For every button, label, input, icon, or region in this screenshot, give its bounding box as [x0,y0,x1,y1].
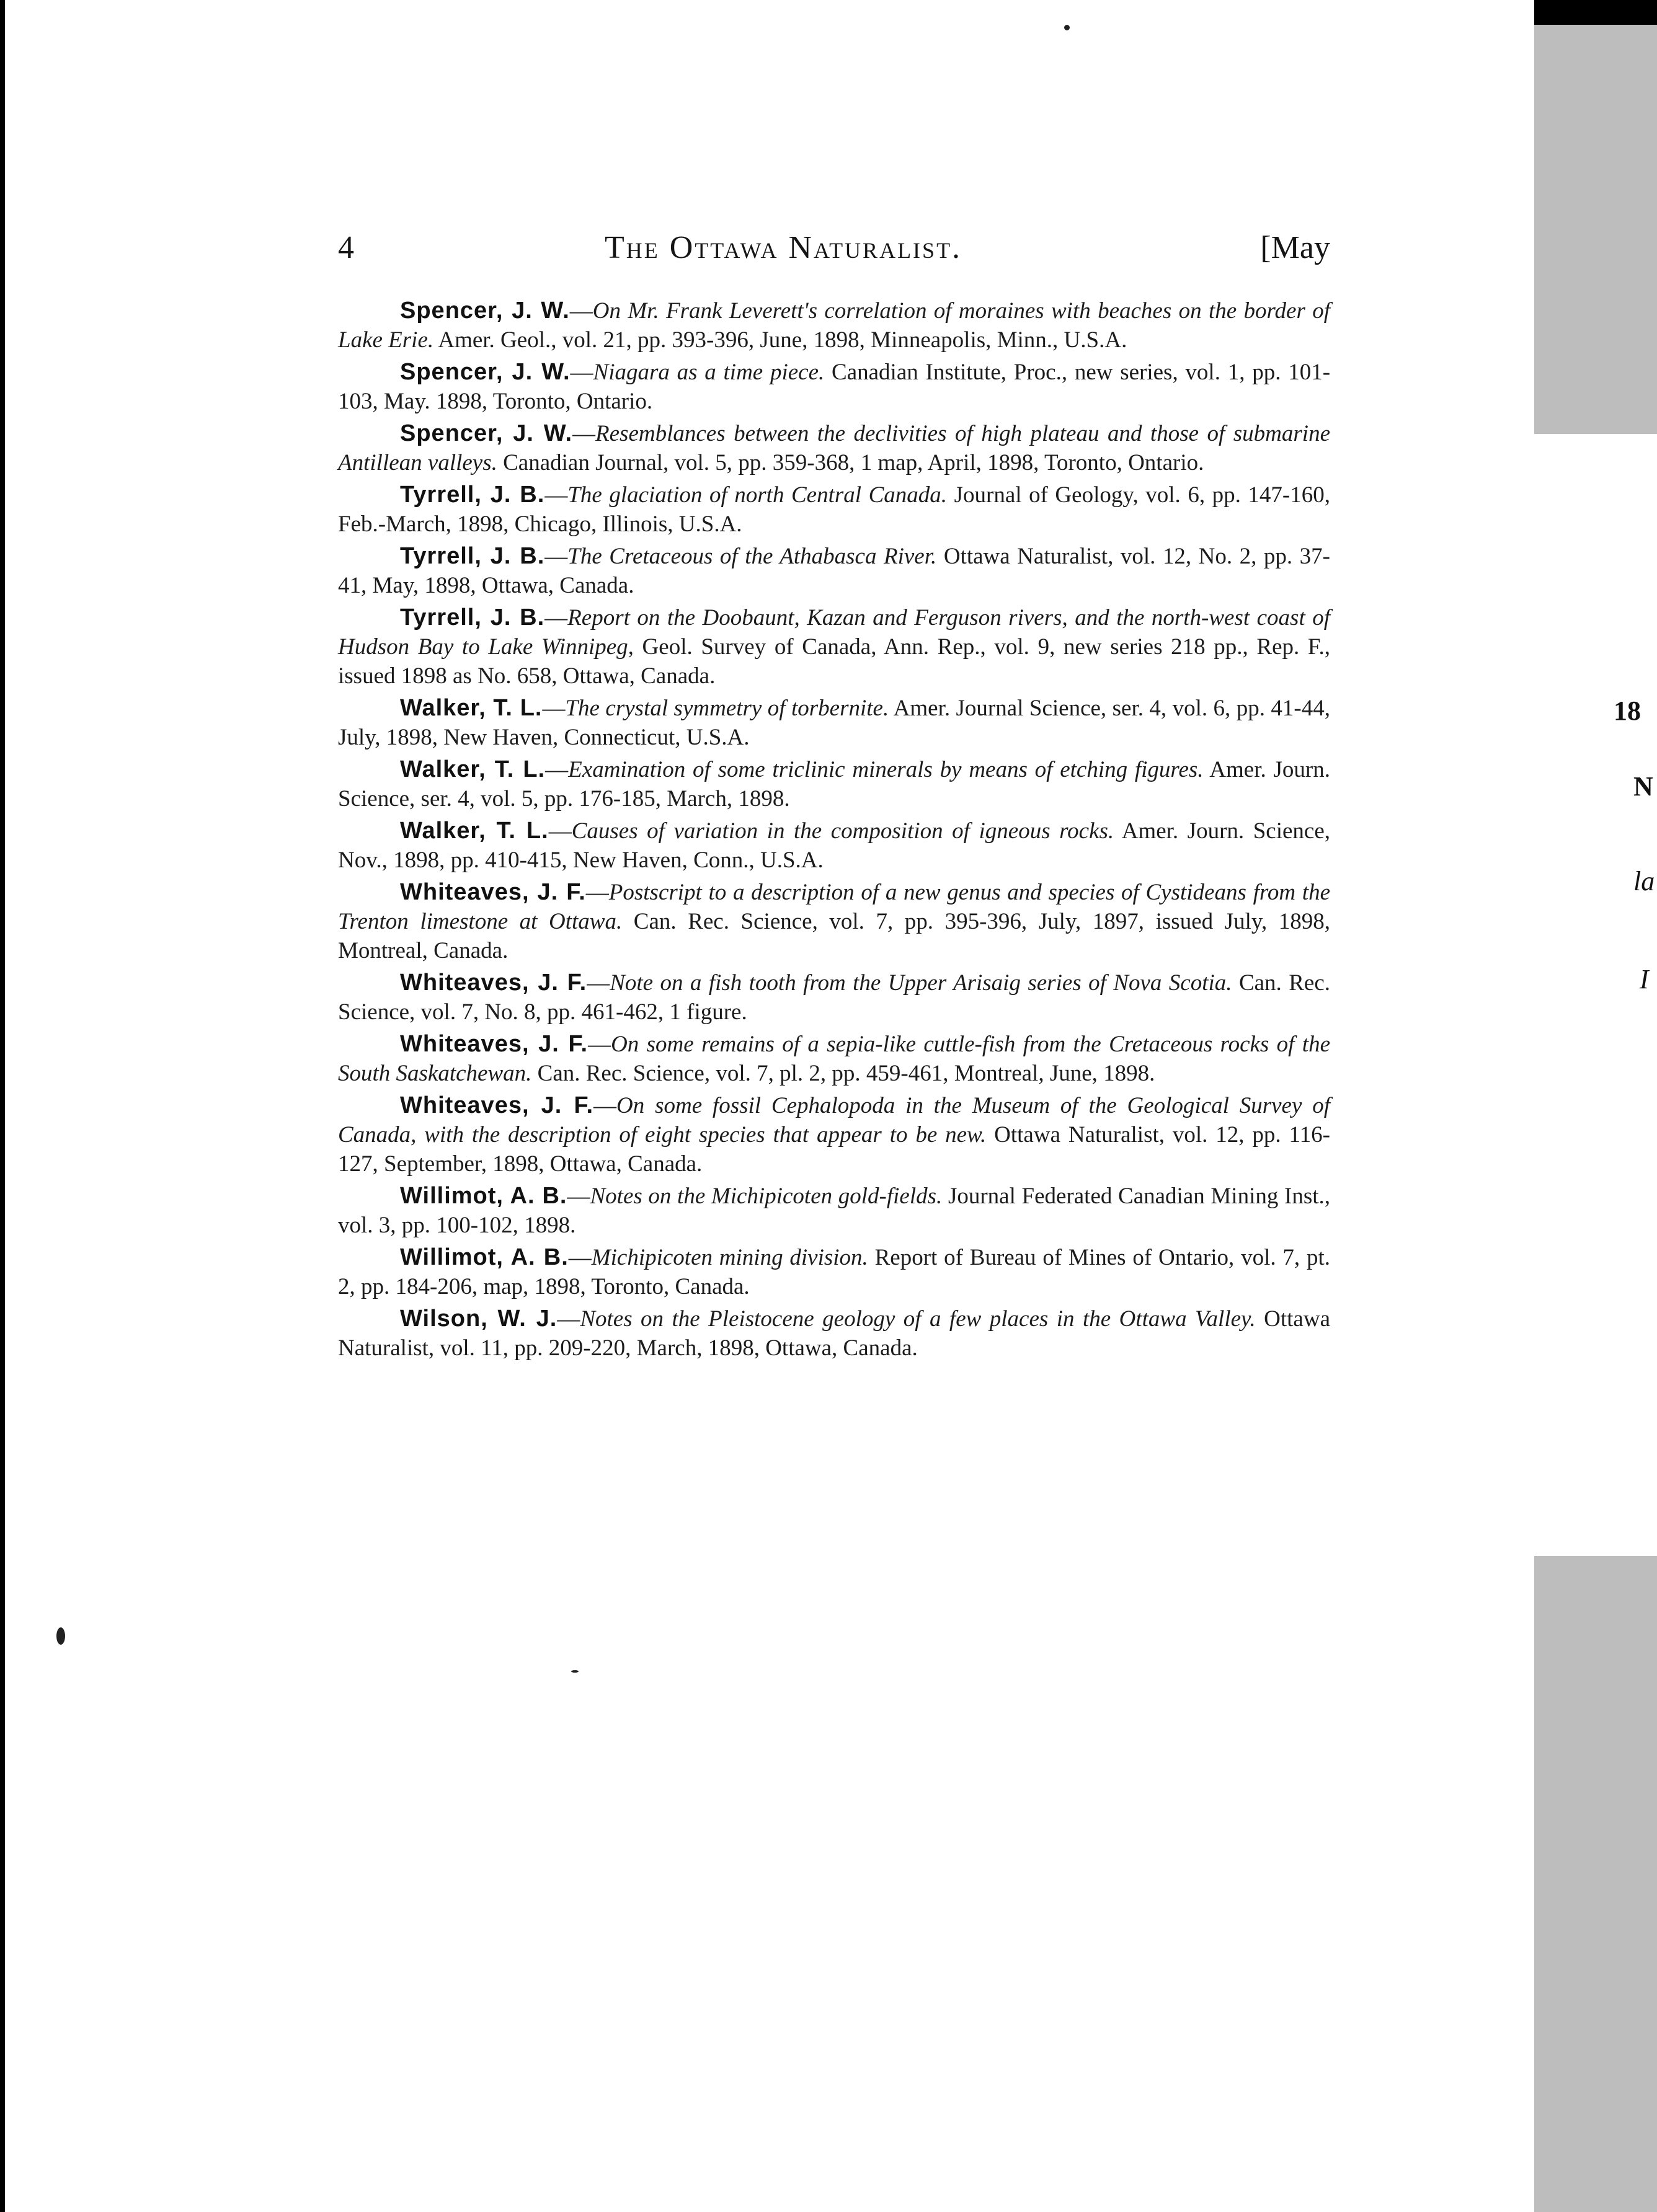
journal-title: The Ottawa Naturalist. [605,230,962,265]
bibliography-entry [338,296,1330,355]
entry-title: The crystal symmetry of torbernite. [565,696,889,721]
bibliography-entry [338,878,1330,965]
bibliography-entry [338,603,1330,691]
entry-title: On Mr. Frank Leverett's correlation of moraines with beaches on the border of Lake Erie. [338,298,1330,353]
entry-dash: — [572,421,596,446]
entry-dash: — [585,880,609,905]
entry-details: Can. Rec. Science, vol. 7, No. 8, pp. 461-462, 1 figure. [338,970,1330,1025]
entry-details: Ottawa Naturalist, vol. 11, pp. 209-220, March, 1898, Ottawa, Canada. [338,1306,1331,1361]
bibliography-entry [338,816,1330,875]
entry-details: Amer. Journ. Science, Nov., 1898, pp. 410-415, New Haven, Conn., U.S.A. [338,818,1330,873]
entry-title: Michipicoten mining division. [591,1245,868,1270]
entry-details: Amer. Journal Science, ser. 4, vol. 6, pp. 41-44, July, 1898, New Haven, Connecticut, U.S.A. [338,696,1331,750]
running-head [338,229,1330,270]
entry-details: Journal Federated Canadian Mining Inst., vol. 3, pp. 100-102, 1898. [338,1183,1331,1238]
entry-author: Spencer, J. W. [400,359,571,385]
entry-title: Notes on the Michipicoten gold-fields. [590,1183,943,1209]
entry-author: Tyrrell, J. B. [400,604,545,630]
entry-title: Notes on the Pleistocene geology of a few places in the Ottawa Valley. [580,1306,1256,1332]
entry-title: Niagara as a time piece. [593,360,825,385]
entry-author: Whiteaves, J. F. [400,1031,589,1057]
entry-author: Whiteaves, J. F. [400,970,587,996]
entry-author: Spencer, J. W. [400,420,573,446]
entry-dash: — [588,1032,611,1057]
entry-title: On some remains of a sepia-like cuttle-fish from the Cretaceous rocks of the South Saskatchewan. [338,1032,1330,1086]
facing-page-fragment: N [1633,771,1653,802]
bibliography-entry [338,1030,1330,1088]
entry-title: The Cretaceous of the Athabasca River. [567,544,937,569]
bibliography-entry [338,1243,1330,1301]
entry-details: Canadian Institute, Proc., new series, vol. 1, pp. 101-103, May. 1898, Toronto, Ontario. [338,360,1331,414]
entry-title: Resemblances between the declivities of high plateau and those of submarine Antillean valleys. [338,421,1330,476]
entry-dash: — [542,696,566,721]
entry-dash: — [593,1093,617,1118]
entry-details: Amer. Journ. Science, ser. 4, vol. 5, pp. 176-185, March, 1898. [338,757,1330,812]
bibliography-entry [338,694,1330,752]
entry-author: Tyrrell, J. B. [400,482,545,508]
entry-details: Ottawa Naturalist, vol. 12, No. 2, pp. 37-41, May, 1898, Ottawa, Canada. [338,544,1330,598]
entry-dash: — [548,818,572,844]
bibliography-entry [338,358,1330,416]
bibliography-entry [338,419,1330,477]
entry-title: Note on a fish tooth from the Upper Arisaig series of Nova Scotia. [610,970,1232,996]
facing-page-fragment: la [1633,866,1655,896]
bibliography-entry [338,1182,1330,1240]
entry-dash: — [544,482,568,508]
scan-border-top-right [1534,0,1657,25]
entry-dash: — [567,1183,590,1209]
entry-author: Walker, T. L. [400,756,546,782]
entry-dash: — [557,1306,580,1332]
entry-author: Spencer, J. W. [400,298,570,324]
entry-details: Geol. Survey of Canada, Ann. Rep., vol. 9, new series 218 pp., Rep. F., issued 1898 as No. 658, Ottawa, Canada. [338,634,1330,689]
bibliography-entry [338,1091,1330,1179]
entry-author: Walker, T. L. [400,695,543,721]
entry-title: Examination of some triclinic minerals by means of etching figures. [568,757,1204,782]
entry-author: Whiteaves, J. F. [400,1092,594,1118]
entry-author: Walker, T. L. [400,818,549,844]
entry-dash: — [568,1245,592,1270]
entry-title: Report on the Doobaunt, Kazan and Ferguson rivers, and the north-west coast of Hudson Bay to Lake Winnipeg, [338,605,1330,660]
entry-details: Canadian Journal, vol. 5, pp. 359-368, 1 map, April, 1898, Toronto, Ontario. [503,450,1204,476]
bibliography-list [338,296,1330,1366]
entry-dash: — [544,605,568,630]
scan-speck [56,1627,65,1645]
entry-author: Willimot, A. B. [400,1183,567,1209]
entry-dash: — [587,970,610,996]
entry-details: Amer. Geol., vol. 21, pp. 393-396, June, 1898, Minneapolis, Minn., U.S.A. [438,327,1127,353]
bibliography-entry [338,968,1330,1027]
entry-details: Ottawa Naturalist, vol. 12, pp. 116-127, September, 1898, Ottawa, Canada. [338,1122,1330,1177]
entry-title: Causes of variation in the composition of igneous rocks. [571,818,1114,844]
entry-author: Wilson, W. J. [400,1306,558,1332]
entry-author: Tyrrell, J. B. [400,543,545,569]
entry-author: Whiteaves, J. F. [400,879,586,905]
facing-page-fragment: 18 [1614,696,1641,726]
entry-details: Report of Bureau of Mines of Ontario, vol. 7, pt. 2, pp. 184-206, map, 1898, Toronto, Canada. [338,1245,1330,1299]
issue-month: [May [1260,230,1330,265]
entry-dash: — [569,298,593,324]
entry-dash: — [545,757,569,782]
entry-dash: — [544,544,568,569]
entry-dash: — [570,360,593,385]
entry-details: Can. Rec. Science, vol. 7, pl. 2, pp. 459-461, Montreal, June, 1898. [537,1061,1155,1086]
page-number: 4 [338,230,354,265]
entry-title: The glaciation of north Central Canada. [567,482,948,508]
bibliography-entry [338,480,1330,539]
bibliography-entry [338,542,1330,600]
entry-details: Can. Rec. Science, vol. 7, pp. 395-396, July, 1897, issued July, 1898, Montreal, Canada. [338,909,1331,963]
entry-author: Willimot, A. B. [400,1244,569,1270]
bibliography-entry [338,755,1330,813]
scan-speck [571,1670,579,1673]
bibliography-entry [338,1304,1330,1363]
scan-speck [1064,25,1070,30]
facing-page-fragment: I [1640,964,1649,994]
entry-details: Journal of Geology, vol. 6, pp. 147-160, Feb.-March, 1898, Chicago, Illinois, U.S.A. [338,482,1330,537]
entry-title: On some fossil Cephalopoda in the Museum of the Geological Survey of Canada, with the description of eight species that appear to be new. [338,1093,1330,1148]
entry-title: Postscript to a description of a new genus and species of Cystideans from the Trenton limestone at Ottawa. [338,880,1330,934]
